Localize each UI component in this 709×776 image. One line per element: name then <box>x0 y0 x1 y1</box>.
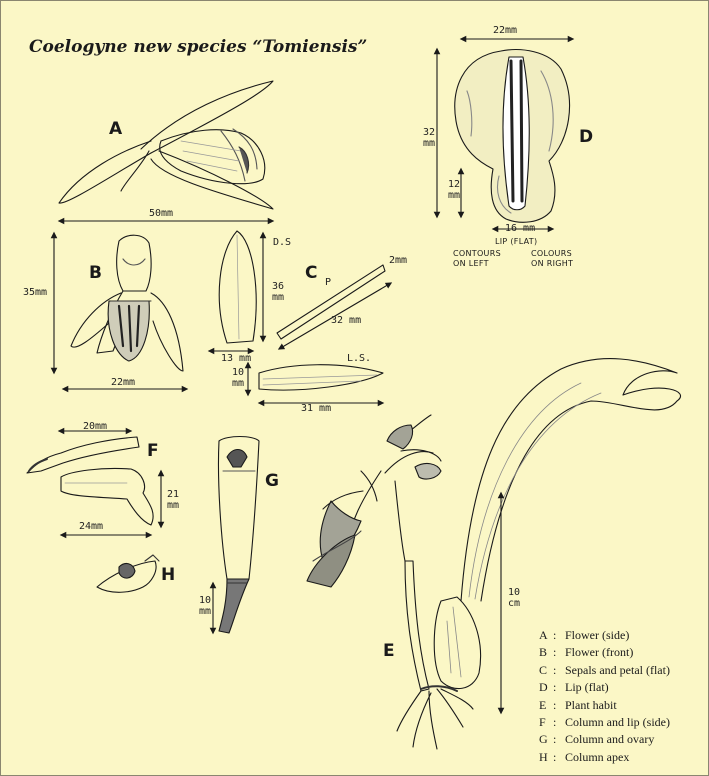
figure-letter-g: G <box>265 471 279 491</box>
lip-note-right-1: COLOURS <box>531 249 572 258</box>
legend-item: F : Column and lip (side) <box>539 715 670 730</box>
measure-d-base: 16 mm <box>505 223 536 234</box>
flower-side-drawing <box>59 81 273 209</box>
measure-c-ls-height: 10 mm <box>231 367 245 389</box>
measure-c-ds-label: D.S <box>273 237 292 248</box>
figure-letter-h: H <box>161 565 176 585</box>
legend-item: C : Sepals and petal (flat) <box>539 662 670 677</box>
flower-front-drawing <box>71 235 183 371</box>
measure-b-height: 35mm <box>23 287 48 298</box>
column-lip-side-drawing <box>27 437 153 525</box>
figure-letter-c: C <box>305 263 318 283</box>
lip-note-left-2: ON LEFT <box>453 259 489 268</box>
measure-c-p-label: P <box>325 277 332 288</box>
lip-flat-drawing <box>455 50 570 223</box>
column-apex-drawing <box>97 555 159 592</box>
measure-d-height: 32 mm <box>422 127 436 149</box>
measure-f-bottom: 24mm <box>79 521 104 532</box>
figure-letter-d: D <box>579 127 594 147</box>
lip-note-left-1: CONTOURS <box>453 249 501 258</box>
figure-letter-a: A <box>109 119 123 139</box>
figure-letter-b: B <box>89 263 102 283</box>
measure-c-p-width: 2mm <box>389 255 408 266</box>
measure-d-width: 22mm <box>493 25 518 36</box>
legend-item: G : Column and ovary <box>539 732 655 747</box>
lip-caption: LIP (FLAT) <box>495 237 538 246</box>
measure-c-ls-label: L.S. <box>347 353 372 364</box>
legend <box>539 627 670 766</box>
measure-g-ovary: 10 mm <box>198 595 212 617</box>
plate-title: Coelogyne new species “Tomiensis” <box>29 37 368 57</box>
measure-c-p-length: 32 mm <box>331 315 362 326</box>
figure-letter-e: E <box>383 641 395 661</box>
measure-f-height: 21 mm <box>166 489 180 511</box>
figure-letter-f: F <box>147 441 159 461</box>
lip-note-right-2: ON RIGHT <box>531 259 574 268</box>
measure-f-top: 20mm <box>83 421 108 432</box>
legend-item: D : Lip (flat) <box>539 680 609 695</box>
measure-c-ds-width: 13 mm <box>221 353 252 364</box>
measure-a-width: 50mm <box>149 208 174 219</box>
legend-item: A : Flower (side) <box>539 628 630 642</box>
column-ovary-drawing <box>218 437 259 634</box>
legend-item: E : Plant habit <box>539 697 617 712</box>
legend-item: H : Column apex <box>539 749 630 764</box>
measure-b-width: 22mm <box>111 377 136 388</box>
measure-e-scale: 10 cm <box>507 587 521 609</box>
legend-item: B : Flower (front) <box>539 645 634 660</box>
measure-d-inner: 12 mm <box>447 179 461 201</box>
measure-c-ls-length: 31 mm <box>301 403 332 414</box>
measure-c-ds-height: 36 mm <box>271 281 285 303</box>
